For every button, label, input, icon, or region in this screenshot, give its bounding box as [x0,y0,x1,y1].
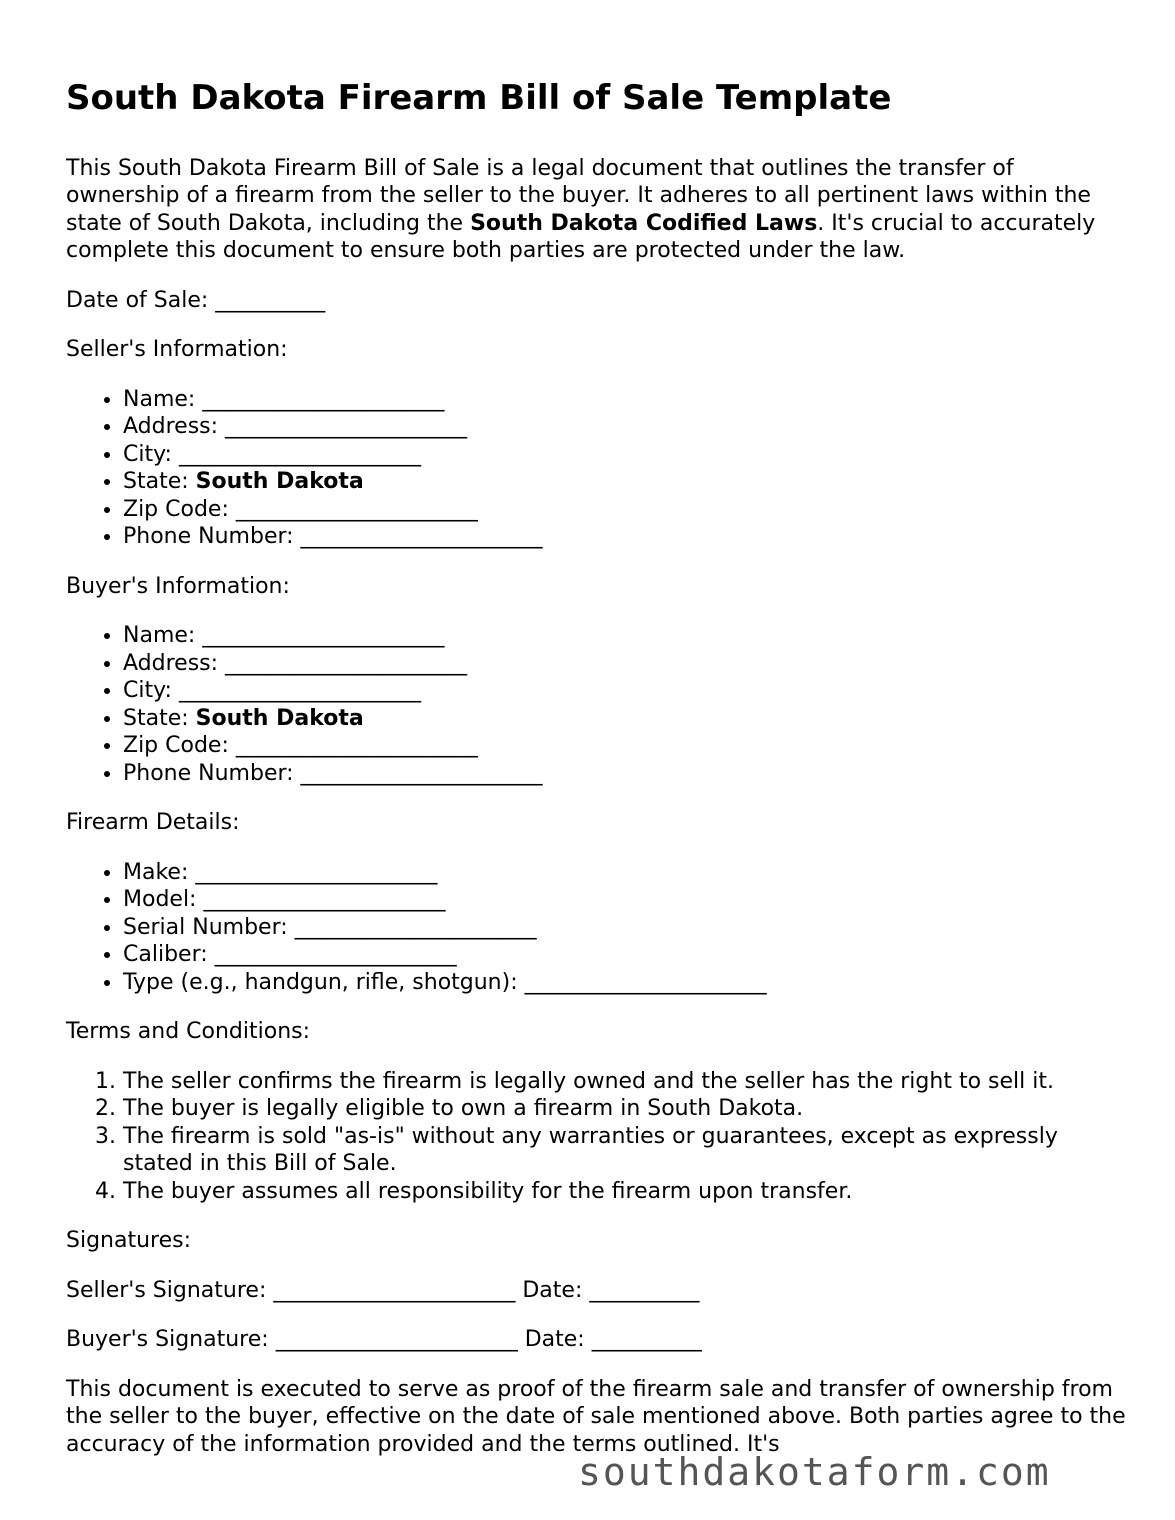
firearm-model-label: Model: [123,887,197,913]
seller-signature-date-field[interactable]: __________ [589,1277,700,1303]
buyer-signature-date-field[interactable]: __________ [591,1327,702,1353]
buyer-state-value: South Dakota [195,705,364,731]
firearm-make-item [123,859,1126,887]
buyer-zip-field[interactable]: ______________________ [235,733,478,759]
seller-city-item [123,441,1126,469]
buyer-address-label: Address: [123,650,219,676]
terms-heading: Terms and Conditions: [66,1019,311,1045]
buyer-city-label: City: [123,678,172,704]
firearm-serial-label: Serial Number: [123,914,288,940]
seller-name-label: Name: [123,386,196,412]
firearm-type-item [123,969,1126,997]
buyer-signature-label: Buyer's Signature: [66,1327,269,1353]
terms-list [66,1068,1126,1206]
seller-phone-field[interactable]: ______________________ [300,524,543,550]
buyer-heading: Buyer's Information: [66,573,290,599]
seller-city-field[interactable]: ______________________ [178,441,421,467]
date-of-sale-line [66,287,1126,315]
date-of-sale-label: Date of Sale: [66,287,209,313]
seller-state-label: State: [123,469,189,495]
firearm-model-item [123,886,1126,914]
seller-signature-line [66,1277,1126,1305]
seller-heading: Seller's Information: [66,337,288,363]
terms-item: 4. The buyer assumes all responsibility for the firearm upon transfer. [123,1178,1126,1206]
date-of-sale-field[interactable]: __________ [215,287,326,313]
intro-paragraph [66,155,1126,265]
intro-text-after: . It's crucial to accurately complete this document to ensure both parties are protected under the law. [66,210,1096,264]
buyer-name-field[interactable]: ______________________ [202,623,445,649]
seller-name-field[interactable]: ______________________ [202,386,445,412]
buyer-phone-label: Phone Number: [123,760,294,786]
seller-city-label: City: [123,441,172,467]
firearm-model-field[interactable]: ______________________ [203,887,446,913]
seller-signature-field[interactable]: ______________________ [273,1277,516,1303]
firearm-details-list [66,859,1126,997]
terms-item: 3. The firearm is sold "as-is" without any warranties or guarantees, except as expressly stated in this Bill of Sale. [123,1123,1126,1178]
seller-name-item [123,386,1126,414]
firearm-heading: Firearm Details: [66,810,240,836]
buyer-address-field[interactable]: ______________________ [225,650,468,676]
buyer-name-label: Name: [123,623,196,649]
buyer-info-list [66,622,1126,787]
seller-signature-label: Seller's Signature: [66,1277,267,1303]
intro-text-before: This South Dakota Firearm Bill of Sale is a legal document that outlines the transfer of ownership of a firearm from the seller to the buyer. It adheres to all pertinent laws within the state of South Dakota, including the [66,155,1091,236]
firearm-type-field[interactable]: ______________________ [524,969,767,995]
seller-phone-label: Phone Number: [123,524,294,550]
firearm-caliber-item [123,941,1126,969]
seller-address-item [123,413,1126,441]
buyer-signature-field[interactable]: ______________________ [275,1327,518,1353]
terms-item: 1. The seller confirms the firearm is legally owned and the seller has the right to sell it. [123,1068,1126,1096]
closing-paragraph: This document is executed to serve as proof of the firearm sale and transfer of ownership from the seller to the buyer, effective on the date of sale mentioned above. Both parties agree to the accuracy of the information provided and the terms outlined. It's [66,1376,1126,1457]
buyer-phone-item [123,760,1126,788]
buyer-city-item [123,677,1126,705]
buyer-zip-label: Zip Code: [123,733,229,759]
seller-state-item [123,468,1126,496]
seller-signature-date-label: Date: [522,1277,583,1303]
seller-address-field[interactable]: ______________________ [225,414,468,440]
seller-state-value: South Dakota [195,469,364,495]
document-page [66,78,1126,1480]
document-title: South Dakota Firearm Bill of Sale Template [66,78,892,118]
seller-phone-item [123,523,1126,551]
buyer-name-item [123,622,1126,650]
seller-zip-item [123,496,1126,524]
firearm-make-field[interactable]: ______________________ [195,859,438,885]
intro-law-name: South Dakota Codified Laws [470,210,818,236]
firearm-caliber-field[interactable]: ______________________ [214,942,457,968]
buyer-address-item [123,650,1126,678]
signatures-heading: Signatures: [66,1228,192,1254]
seller-zip-field[interactable]: ______________________ [235,496,478,522]
seller-zip-label: Zip Code: [123,496,229,522]
buyer-phone-field[interactable]: ______________________ [300,760,543,786]
seller-address-label: Address: [123,414,219,440]
site-watermark: southdakotaform.com [578,1450,1051,1494]
buyer-state-item [123,705,1126,733]
firearm-caliber-label: Caliber: [123,942,208,968]
firearm-make-label: Make: [123,859,189,885]
buyer-signature-date-label: Date: [524,1327,585,1353]
buyer-zip-item [123,732,1126,760]
buyer-signature-line [66,1326,1126,1354]
buyer-city-field[interactable]: ______________________ [178,678,421,704]
firearm-serial-field[interactable]: ______________________ [294,914,537,940]
firearm-type-label: Type (e.g., handgun, rifle, shotgun): [123,969,518,995]
terms-item: 2. The buyer is legally eligible to own a firearm in South Dakota. [123,1095,1126,1123]
firearm-serial-item [123,914,1126,942]
buyer-state-label: State: [123,705,189,731]
seller-info-list [66,386,1126,551]
